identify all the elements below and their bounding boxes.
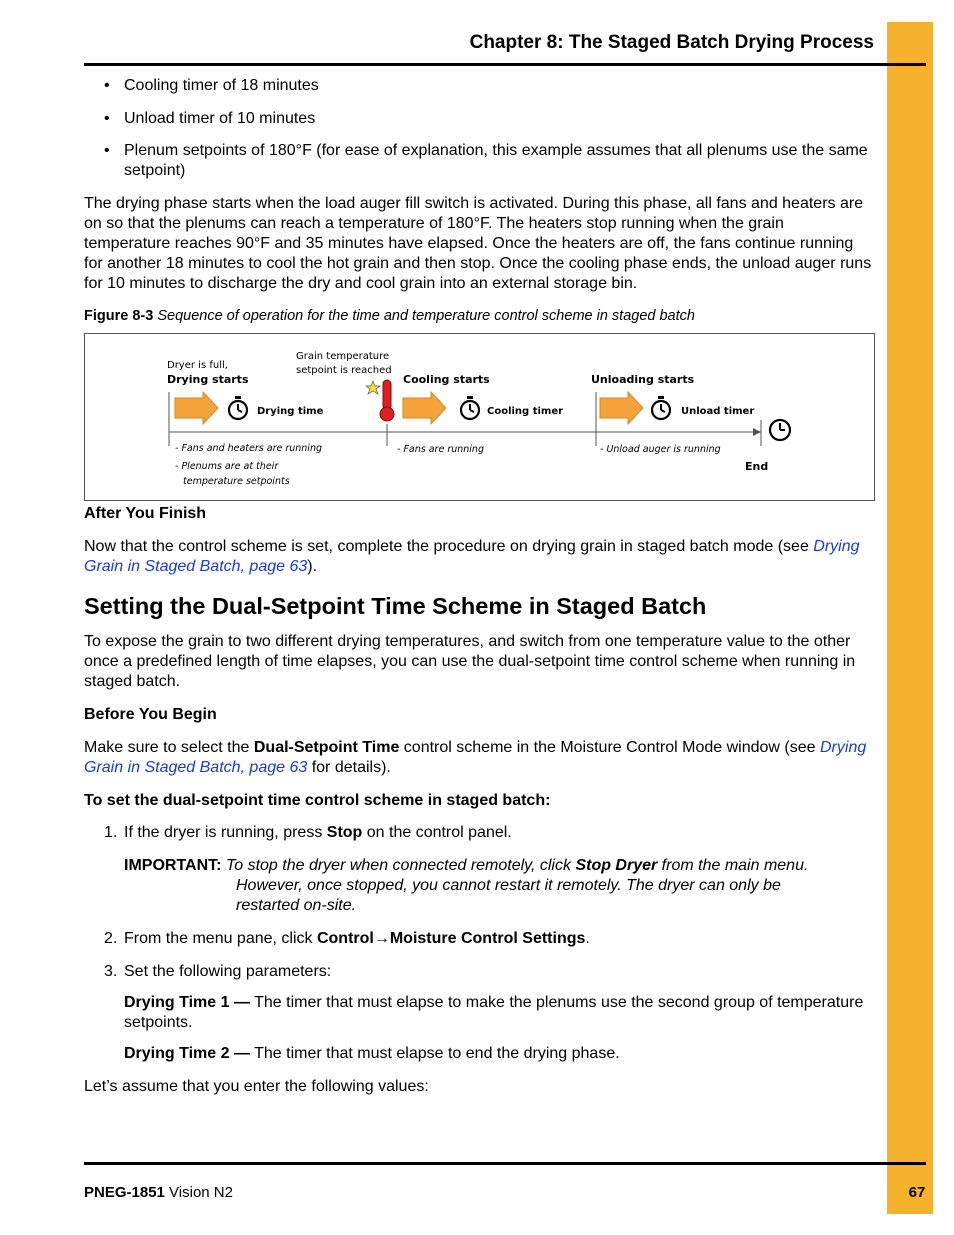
note-plenums-2: temperature setpoints bbox=[183, 476, 290, 487]
step-3: 3. Set the following parameters: bbox=[104, 963, 332, 980]
stopwatch-icon bbox=[229, 396, 247, 419]
cooling-starts-label: Cooling starts bbox=[403, 373, 490, 386]
sequence-figure bbox=[84, 333, 875, 501]
cooling-arrow-icon bbox=[403, 392, 446, 424]
footer-doc: PNEG-1851 Vision N2 bbox=[84, 1184, 233, 1201]
dryer-full-label: Dryer is full, bbox=[167, 360, 228, 371]
after-finish-paragraph: Now that the control scheme is set, complete the procedure on drying grain in staged batch mode (see Drying Grain in Staged Batch, page 63). bbox=[84, 538, 860, 575]
bullet-item: • Cooling timer of 18 minutes bbox=[104, 76, 874, 96]
step-2: 2. From the menu pane, click Control→Moisture Control Settings. bbox=[104, 930, 590, 947]
bullet-item: • Plenum setpoints of 180°F (for ease of explanation, this example assumes that all plenums use the same setpoint) bbox=[104, 141, 874, 181]
stopwatch-icon bbox=[652, 396, 670, 419]
unloading-starts-label: Unloading starts bbox=[591, 373, 695, 386]
header-rule bbox=[84, 63, 926, 66]
unloading-arrow-icon bbox=[600, 392, 643, 424]
drying-starts-label: Drying starts bbox=[167, 373, 249, 386]
section-title: Setting the Dual-Setpoint Time Scheme in Staged Batch bbox=[84, 593, 707, 619]
bullet-item: • Unload timer of 10 minutes bbox=[104, 109, 874, 129]
figure-caption: Figure 8-3 Sequence of operation for the time and temperature control scheme in staged batch bbox=[84, 308, 695, 324]
after-finish-heading: After You Finish bbox=[84, 505, 207, 522]
end-label: End bbox=[745, 460, 769, 473]
section-intro: To expose the grain to two different drying temperatures, and switch from one temperature value to the other once a predefined length of time elapses, you can use the dual-setpoint time control scheme when running in staged batch. bbox=[84, 633, 856, 690]
timeline-arrowhead bbox=[753, 428, 761, 436]
unload-timer-label: Unload timer bbox=[681, 406, 755, 417]
note-fans-heaters: - Fans and heaters are running bbox=[175, 443, 322, 454]
before-begin-paragraph: Make sure to select the Dual-Setpoint Time control scheme in the Moisture Control Mode window (see Drying Grain in Staged Batch, page 63 for details). bbox=[84, 739, 867, 776]
bullet-text: Plenum setpoints of 180°F (for ease of explanation, this example assumes that all plenums use the same setpoint) bbox=[124, 142, 868, 179]
bullet-text: Cooling timer of 18 minutes bbox=[124, 77, 319, 94]
param-drying-time-1: Drying Time 1 — The timer that must elapse to make the plenums use the second group of temperature setpoints. bbox=[124, 994, 864, 1031]
important-note: IMPORTANT: To stop the dryer when connected remotely, click Stop Dryer from the main menu. However, once stopped, you cannot restart it remotely. The dryer can only be restarted on-site. bbox=[124, 857, 809, 914]
chapter-tab bbox=[887, 22, 933, 1214]
star-icon bbox=[366, 381, 380, 394]
bullet-text: Unload timer of 10 minutes bbox=[124, 110, 316, 127]
clock-icon bbox=[770, 420, 790, 440]
setpoint-label-1: Grain temperature bbox=[296, 351, 390, 362]
setpoint-label-2: setpoint is reached bbox=[296, 365, 392, 376]
closing-text: Let’s assume that you enter the following values: bbox=[84, 1078, 429, 1095]
note-fans: - Fans are running bbox=[397, 444, 484, 455]
before-begin-heading: Before You Begin bbox=[84, 706, 217, 723]
drying-grain-link[interactable]: Drying Grain in Staged Batch, page 63 bbox=[84, 538, 860, 575]
drying-grain-link[interactable]: Drying Grain in Staged Batch, page 63 bbox=[84, 739, 867, 776]
drying-time-label: Drying time bbox=[257, 406, 324, 417]
footer-rule bbox=[84, 1162, 926, 1165]
note-plenums-1: - Plenums are at their bbox=[175, 461, 279, 472]
note-unload: - Unload auger is running bbox=[600, 444, 721, 455]
stopwatch-icon bbox=[461, 396, 479, 419]
page-number: 67 bbox=[908, 1184, 926, 1201]
intro-paragraph: The drying phase starts when the load auger fill switch is activated. During this phase, all fans and heaters are on so that the plenums can reach a temperature of 180°F. The heaters stop running when the grain temperature reaches 90°F and 35 minutes have elapsed. Once the heaters are off, the fans continue running for another 18 minutes to cool the hot grain and then stop. Once the cooling phase ends, the unload auger runs for 10 minutes to discharge the dry and cool grain into an external storage bin. bbox=[84, 195, 872, 292]
param-drying-time-2: Drying Time 2 — The timer that must elapse to end the drying phase. bbox=[124, 1045, 620, 1062]
procedure-heading: To set the dual-setpoint time control scheme in staged batch: bbox=[84, 792, 551, 809]
cooling-timer-label: Cooling timer bbox=[487, 406, 564, 417]
drying-arrow-icon bbox=[175, 392, 218, 424]
thermometer-icon bbox=[380, 380, 394, 421]
chapter-title: Chapter 8: The Staged Batch Drying Process bbox=[469, 32, 874, 53]
step-1: 1. If the dryer is running, press Stop on the control panel. bbox=[104, 824, 512, 841]
